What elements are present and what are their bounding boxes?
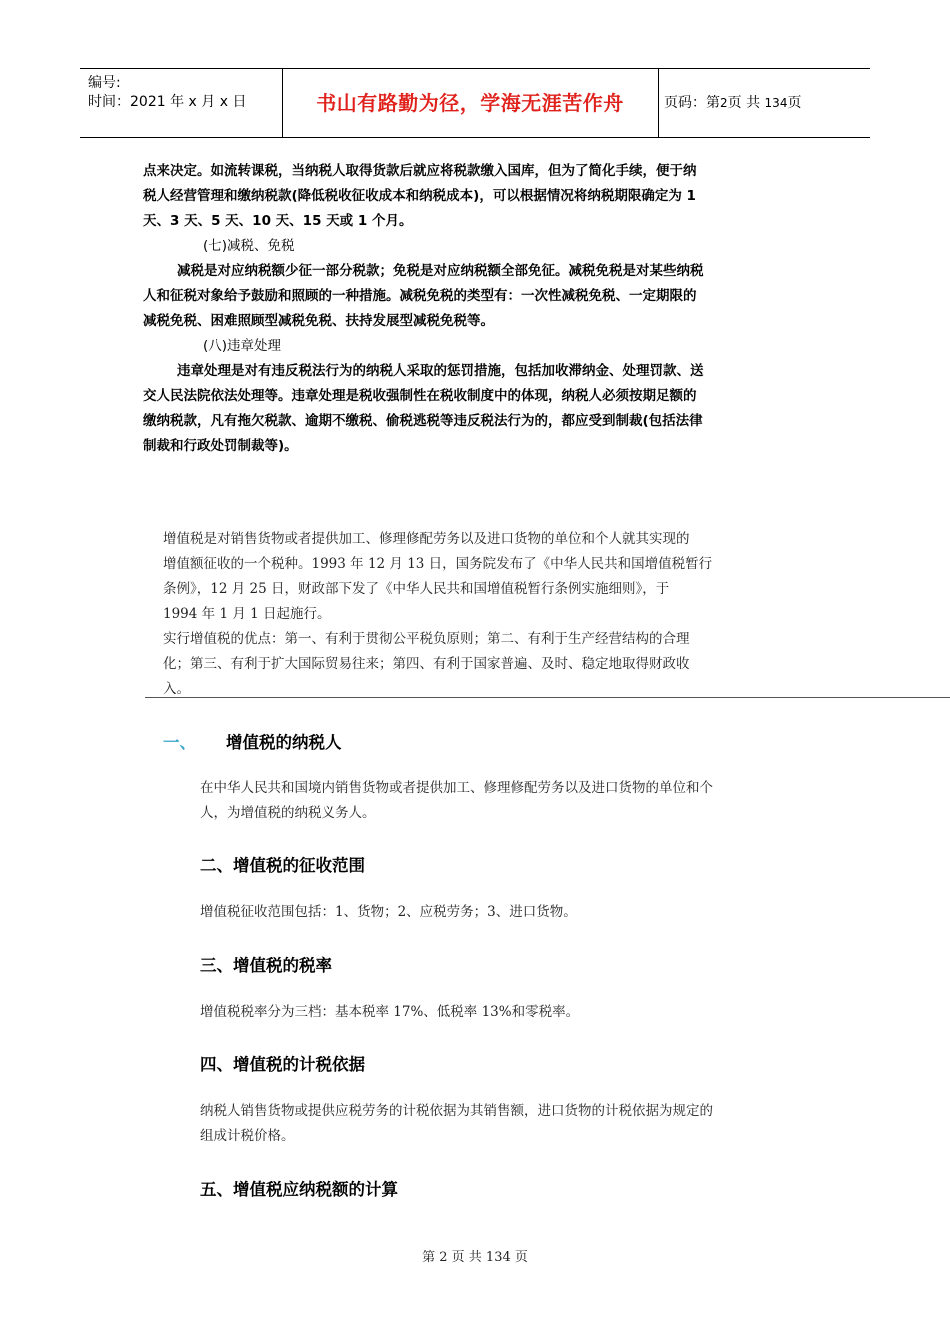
text-line: 交人民法院依法处理等。违章处理是税收强制性在税收制度中的体现，纳税人必须按期足额的: [143, 388, 697, 404]
section-heading-basis: 四、增值税的计税依据: [200, 1055, 365, 1074]
text-line: 增值额征收的一个税种。1993 年 12 月 13 日，国务院发布了《中华人民共和国增值税暂行: [163, 556, 713, 572]
header-page-number: 页码：第2页 共 134页: [664, 95, 802, 111]
section-heading-scope: 二、增值税的征收范围: [200, 856, 365, 875]
header-meta-cell: [80, 69, 283, 137]
text-line: 组成计税价格。: [200, 1128, 295, 1144]
section-heading-rate: 三、增值税的税率: [200, 956, 332, 975]
section-body-taxpayer: [200, 776, 812, 826]
text-line: 缴纳税款，凡有拖欠税款、逾期不缴税、偷税逃税等违反税法行为的，都应受到制裁(包括法律: [143, 413, 703, 429]
time-label: 时间：2021 年 x 月 x 日: [88, 94, 247, 110]
page-header: [80, 68, 870, 138]
text-line: 条例》，12 月 25 日，财政部下发了《中华人民共和国增值税暂行条例实施细则》，于: [163, 581, 670, 597]
text-line: 制裁和行政处罚制裁等)。: [143, 438, 298, 454]
text-line: 人和征税对象给予鼓励和照顾的一种措施。减税免税的类型有：一次性减税免税、一定期限的: [143, 288, 697, 304]
section-body-rate: 增值税税率分为三档：基本税率 17%、低税率 13%和零税率。: [200, 1004, 580, 1020]
text-line: 人，为增值税的纳税义务人。: [200, 805, 376, 821]
divider: [145, 697, 950, 698]
section-body-basis: [200, 1099, 812, 1149]
text-line: 1994 年 1 月 1 日起施行。: [163, 606, 331, 622]
violation-paragraph: [143, 359, 811, 459]
section-heading-taxpayer: 一、 增值税的纳税人: [163, 733, 342, 752]
heading-violation: (八)违章处理: [203, 338, 282, 354]
section-body-scope: 增值税征收范围包括：1、货物；2、应税劳务；3、进口货物。: [200, 904, 577, 920]
text-line: 化；第三、有利于扩大国际贸易往来；第四、有利于国家普遍、及时、稳定地取得财政收: [163, 656, 690, 672]
vat-intro: [163, 527, 803, 702]
text-line: 入。: [163, 681, 190, 697]
header-motto: 书山有路勤为径，学海无涯苦作舟: [282, 69, 659, 137]
text-line: 纳税人销售货物或提供应税劳务的计税依据为其销售额，进口货物的计税依据为规定的: [200, 1103, 713, 1119]
serial-label: 编号:: [88, 75, 121, 91]
heading-tax-reduction: (七)减税、免税: [203, 238, 295, 254]
tax-period-paragraph: [143, 159, 811, 234]
text-line: 点来决定。如流转课税，当纳税人取得货款后就应将税款缴入国库，但为了简化手续，便于纳: [143, 163, 697, 179]
tax-reduction-paragraph: [143, 259, 811, 334]
text-line: 增值税是对销售货物或者提供加工、修理修配劳务以及进口货物的单位和个人就其实现的: [163, 531, 690, 547]
page-footer: 第 2 页 共 134 页: [422, 1250, 528, 1265]
text-line: 违章处理是对有违反税法行为的纳税人采取的惩罚措施，包括加收滞纳金、处理罚款、送: [177, 363, 704, 379]
text-line: 实行增值税的优点：第一、有利于贯彻公平税负原则；第二、有利于生产经营结构的合理: [163, 631, 690, 647]
text-line: 税人经营管理和缴纳税款(降低税收征收成本和纳税成本)，可以根据情况将纳税期限确定为 1: [143, 188, 696, 204]
text-line: 天、3 天、5 天、10 天、15 天或 1 个月。: [143, 213, 413, 229]
text-line: 减税免税、困难照顾型减税免税、扶持发展型减税免税等。: [143, 313, 494, 329]
section-heading-calculation: 五、增值税应纳税额的计算: [200, 1180, 398, 1199]
text-line: 在中华人民共和国境内销售货物或者提供加工、修理修配劳务以及进口货物的单位和个: [200, 780, 713, 796]
text-line: 减税是对应纳税额少征一部分税款；免税是对应纳税额全部免征。减税免税是对某些纳税: [177, 263, 704, 279]
